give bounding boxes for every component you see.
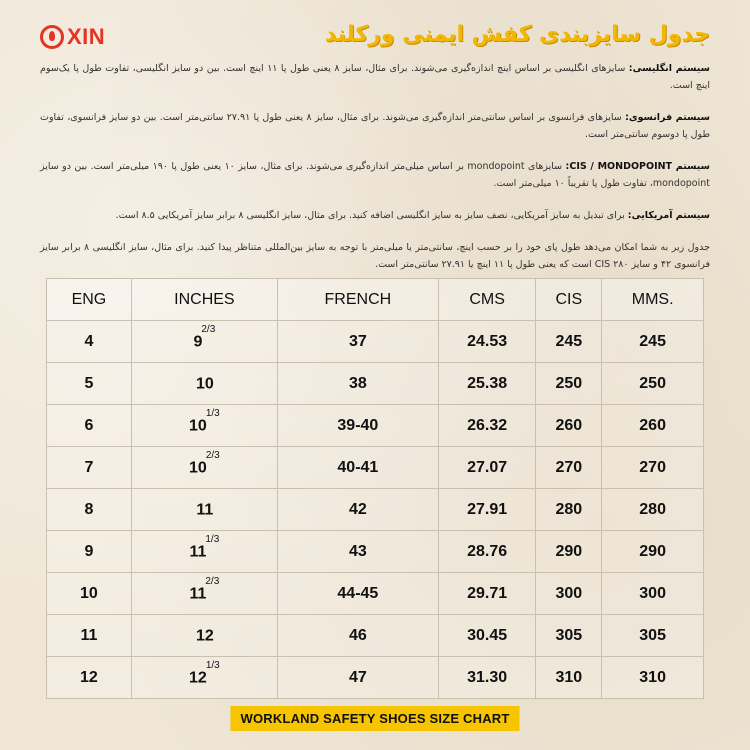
cell-cis [536,447,602,489]
cell-value: 12 [189,669,207,687]
cell-inch [131,321,277,363]
cell-cms [438,405,536,447]
cell-value: 9 [84,542,94,560]
cell-value: 25.38 [467,374,508,392]
cell-cis [536,489,602,531]
cell-cis [536,657,602,699]
cell-cms [438,657,536,699]
page-title: جدول سایزبندی کفش ایمنی ورکلند [324,22,710,47]
cell-value: 30.45 [467,626,508,644]
info-paragraph [40,158,710,192]
cell-value: 29.71 [467,584,508,602]
cell-value: 310 [639,668,666,686]
cell-mms [602,573,704,615]
cell-eng [47,657,132,699]
header-cms: CMS [438,279,536,321]
cell-value: 250 [639,374,666,392]
cell-value: 305 [639,626,666,644]
table-row [47,615,704,657]
cell-value: 280 [639,500,666,518]
cell-value: 40-41 [337,458,379,476]
cell-french [277,573,438,615]
cell-value: 10 [195,375,214,393]
header-eng: ENG [47,279,132,321]
cell-cis [536,405,602,447]
cell-value: 260 [555,416,583,434]
brand-logo [40,24,105,50]
inch-fraction: 2/3 [205,449,220,461]
info-key: سیستم فرانسوی: [625,112,710,123]
cell-value: 26.32 [467,416,508,434]
cell-value: 8 [84,500,94,518]
info-text: برای تبدیل به سایز آمریکایی، نصف سایز به سایز انگلیسی اضافه کنید. برای مثال، سایز انگلیسی ۸ برابر سایز آمریکایی ۸.۵ است. [115,210,625,221]
info-key: سیستم آمریکایی: [627,210,710,221]
cell-cms [438,447,536,489]
info-paragraph [40,207,710,224]
cell-value: 4 [84,332,94,350]
info-text: سایزهای فرانسوی بر اساس سانتی‌متر اندازه‌گیری می‌شوند. برای مثال، سایز ۸ یعنی طول پا ۲۷.۹۱ سانتی‌متر است. بین دو سایز فرانسوی، تفاوت طول پا دوسوم سانتی‌متر است. [40,112,710,140]
cell-eng [47,489,132,531]
cell-value: 7 [84,458,94,476]
cell-value: 270 [639,458,666,476]
cell-inch [131,615,277,657]
cell-value: 11 [189,543,207,561]
cell-cms [438,531,536,573]
cell-french [277,321,438,363]
cell-value: 310 [555,668,583,686]
cell-mms [602,405,704,447]
cell-french [277,531,438,573]
inch-fraction: 1/3 [205,659,220,671]
brand-name: XIN [67,24,106,49]
cell-cis [536,531,602,573]
cell-cms [438,489,536,531]
cell-value: 245 [639,332,666,350]
size-table-wrapper [46,278,704,699]
cell-cis [536,363,602,405]
cell-value: 290 [555,542,583,560]
cell-value: 245 [555,332,583,350]
cell-french [277,615,438,657]
cell-value: 280 [555,500,583,518]
info-key: سیستم انگلیسی: [628,63,710,74]
cell-eng [47,447,132,489]
inch-fraction: 2/3 [201,323,216,335]
cell-value: 10 [189,417,207,435]
cell-mms [602,447,704,489]
cell-value: 24.53 [467,332,508,350]
cell-mms [602,363,704,405]
inch-fraction: 2/3 [205,575,220,587]
cell-value: 43 [348,542,367,560]
cell-french [277,447,438,489]
cell-value: 12 [195,627,214,645]
cell-french [277,657,438,699]
cell-value: 46 [348,626,367,644]
table-header-row [47,279,704,321]
table-row [47,405,704,447]
inch-fraction: 1/3 [205,533,220,545]
cell-value: 9 [193,333,203,351]
cell-value: 270 [555,458,583,476]
cell-eng [47,573,132,615]
cell-cis [536,321,602,363]
cell-value: 10 [80,584,98,602]
cell-cms [438,321,536,363]
table-row [47,531,704,573]
cell-value: 250 [555,374,583,392]
header-cis: CIS [536,279,602,321]
inch-fraction: 1/3 [205,407,220,419]
cell-value: 5 [84,374,94,392]
cell-value: 27.91 [467,500,508,518]
cell-value: 260 [639,416,666,434]
cell-value: 44-45 [337,584,379,602]
cell-value: 38 [348,374,367,392]
cell-cms [438,573,536,615]
cell-inch [131,573,277,615]
cell-inch [131,531,277,573]
cell-mms [602,489,704,531]
cell-eng [47,405,132,447]
info-section [40,60,710,288]
cell-mms [602,531,704,573]
cell-value: 31.30 [467,668,508,686]
cell-french [277,489,438,531]
cell-value: 11 [196,501,214,519]
cell-value: 28.76 [467,542,508,560]
size-table [46,278,704,699]
header-french: FRENCH [277,279,438,321]
cell-eng [47,615,132,657]
cell-cms [438,615,536,657]
cell-value: 300 [555,584,583,602]
info-text: سایزهای انگلیسی بر اساس اینچ اندازه‌گیری می‌شوند. برای مثال، سایز ۸ یعنی طول پا ۱۱ اینچ است. بین دو سایز انگلیسی، تفاوت طول پا یک‌سوم اینچ است. [40,63,710,91]
cell-value: 10 [189,459,207,477]
info-paragraph [40,60,710,94]
cell-value: 6 [84,416,94,434]
cell-inch [131,405,277,447]
table-row [47,363,704,405]
cell-cis [536,573,602,615]
cell-inch [131,489,277,531]
cell-cis [536,615,602,657]
cell-inch [131,447,277,489]
cell-eng [47,321,132,363]
cell-mms [602,321,704,363]
cell-cms [438,363,536,405]
cell-eng [47,363,132,405]
cell-french [277,405,438,447]
table-row [47,489,704,531]
info-key: سیستم CIS / MONDOPOINT: [565,161,710,172]
cell-inch [131,363,277,405]
header-mms: MMS. [602,279,704,321]
info-text: سایزهای mondopoint بر اساس میلی‌متر اندازه‌گیری می‌شوند. برای مثال، سایز ۱۰ یعنی طول پا ۱۹۰ میلی‌متر است. بین دو سایز mondopoint، تفاوت طول پا تقریباً ۱۰ میلی‌متر است. [40,161,710,189]
cell-value: 12 [80,668,98,686]
info-paragraph [40,109,710,143]
cell-value: 42 [348,500,367,518]
header-inches: INCHES [131,279,277,321]
table-row [47,321,704,363]
cell-value: 47 [348,668,367,686]
cell-value: 305 [555,626,583,644]
table-row [47,573,704,615]
cell-value: 27.07 [467,458,508,476]
table-row [47,657,704,699]
cell-eng [47,531,132,573]
cell-value: 39-40 [337,416,379,434]
cell-french [277,363,438,405]
flame-icon [40,25,64,49]
chart-caption-badge: WORKLAND SAFETY SHOES SIZE CHART [230,706,519,731]
cell-inch [131,657,277,699]
info-paragraph [40,239,710,273]
table-row [47,447,704,489]
cell-mms [602,615,704,657]
cell-mms [602,657,704,699]
cell-value: 37 [348,332,367,350]
cell-value: 11 [189,585,207,603]
cell-value: 300 [639,584,666,602]
info-text: جدول زیر به شما امکان می‌دهد طول پای خود را بر حسب اینچ، سانتی‌متر یا میلی‌متر با توجه به سایز بین‌المللی متناظر پیدا کنید. برای مثال، سایز انگلیسی ۸ برابر سایز فرانسوی ۴۲ و سایز CIS ۲۸۰ است که یعنی طول پا ۱۱ اینچ یا ۲۷.۹۱ سانتی‌متر است. [40,242,710,270]
cell-value: 11 [80,626,98,644]
cell-value: 290 [639,542,666,560]
